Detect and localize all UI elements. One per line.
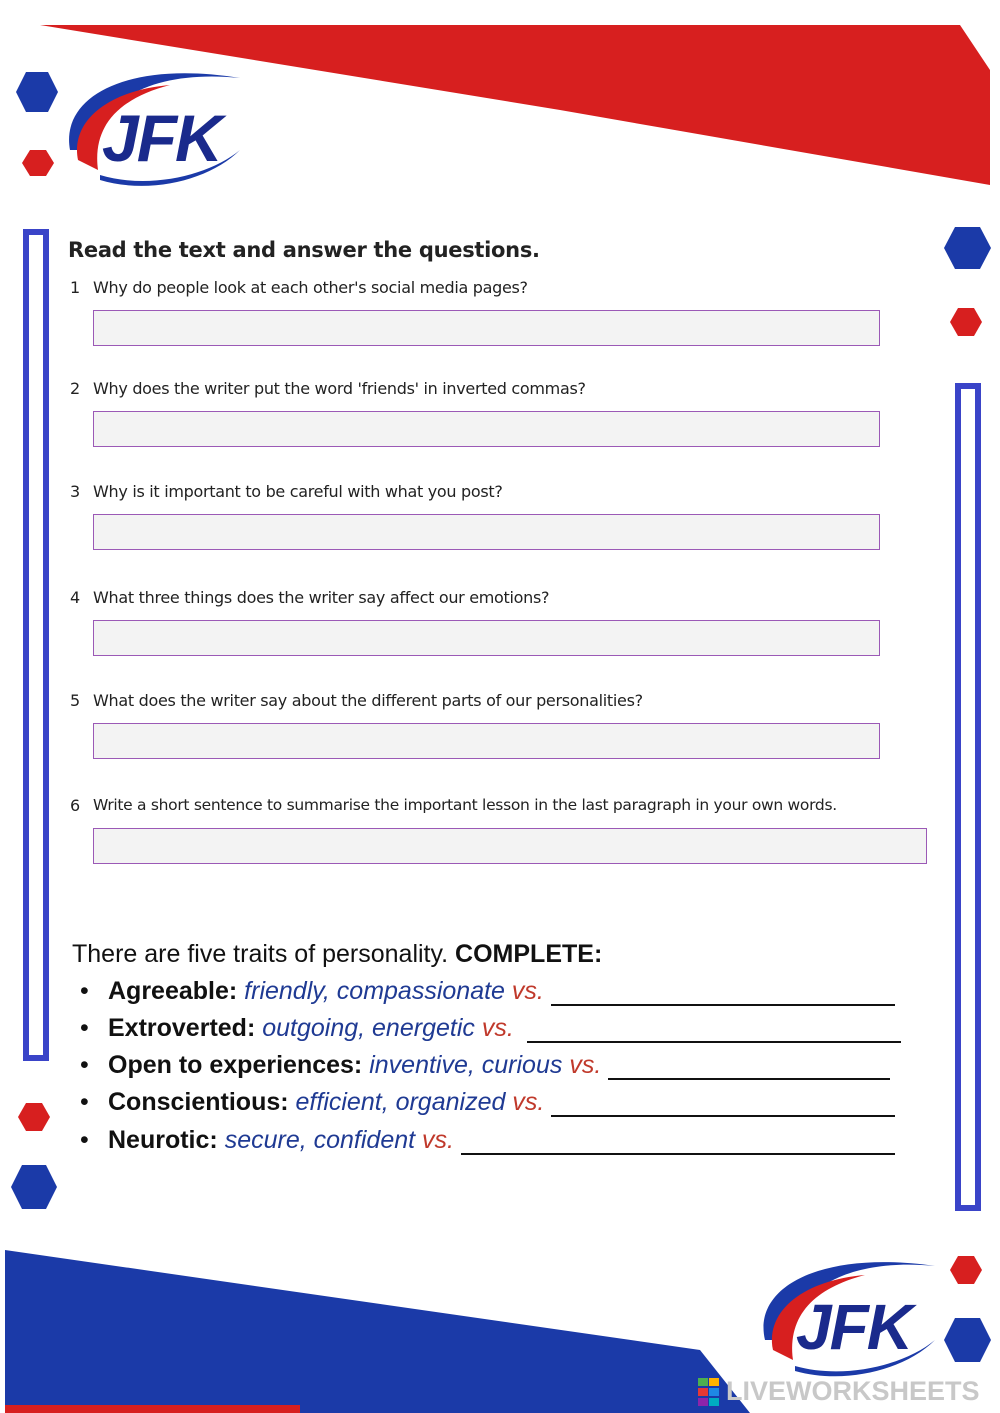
question-number: 4 [70,588,81,607]
question-text: What three things does the writer say affect our emotions? [93,588,550,607]
trait-blank-agreeable[interactable] [551,976,895,1006]
trait-name: Neurotic: [108,1126,218,1154]
hexagon-blue-bottom-right [944,1318,991,1362]
trait-name: Conscientious: [108,1088,289,1116]
hexagon-blue-bottom-left [11,1165,57,1209]
trait-item: • Conscientious: efficient, organized vs. [80,1087,895,1117]
trait-name: Extroverted: [108,1014,256,1042]
trait-blank-conscientious[interactable] [551,1087,895,1117]
question-text: Why does the writer put the word 'friends' in inverted commas? [93,379,586,398]
answer-field-2[interactable] [93,411,880,447]
question-number: 3 [70,482,81,501]
trait-positive: outgoing, energetic [262,1014,475,1042]
trait-blank-neurotic[interactable] [461,1125,895,1155]
trait-positive: secure, confident [224,1126,416,1154]
trait-item: • Agreeable: friendly, compassionate vs. [80,976,895,1006]
trait-positive: inventive, curious [369,1051,563,1079]
hexagon-blue-top-right [944,227,991,269]
answer-field-3[interactable] [93,514,880,550]
trait-vs: vs. [511,977,544,1005]
hexagon-red-bottom-right [950,1256,982,1284]
logo-top: JFK [102,101,221,175]
right-frame-bar [958,386,978,1208]
question-number: 1 [70,278,81,297]
question-number: 5 [70,691,81,710]
logo-bottom: JFK [796,1291,911,1363]
traits-intro [72,940,602,969]
question-text: What does the writer say about the different parts of our personalities? [93,691,643,710]
trait-blank-extroverted[interactable] [527,1013,901,1043]
trait-vs: vs. [422,1126,454,1154]
answer-field-1[interactable] [93,310,880,346]
bottom-red-strip [5,1405,300,1413]
question-text: Write a short sentence to summarise the important lesson in the last paragraph in your own words. [93,796,837,814]
answer-field-4[interactable] [93,620,880,656]
trait-vs: vs. [481,1014,514,1042]
trait-item: • Open to experiences: inventive, curious vs. [80,1050,890,1080]
instructions-heading: Read the text and answer the questions. [68,238,540,262]
traits-intro-text: There are five traits of personality. [72,940,449,968]
trait-vs: vs. [512,1088,545,1116]
trait-item: • Extroverted: outgoing, energetic vs. [80,1013,901,1043]
answer-field-5[interactable] [93,723,880,759]
answer-field-6[interactable] [93,828,927,864]
trait-item: • Neurotic: secure, confident vs. [80,1125,895,1155]
question-number: 2 [70,379,81,398]
trait-positive: friendly, compassionate [244,977,505,1005]
hexagon-blue-top-left [16,72,58,112]
hexagon-red-top-right [950,308,982,336]
question-text: Why do people look at each other's social media pages? [93,278,528,297]
traits-intro-bold: COMPLETE: [455,940,603,968]
trait-blank-open[interactable] [608,1050,890,1080]
liveworksheets-watermark: LIVEWORKSHEETS [726,1376,980,1406]
liveworksheets-icon [698,1378,720,1406]
question-text: Why is it important to be careful with what you post? [93,482,503,501]
left-frame-bar [26,232,46,1058]
question-number: 6 [70,796,81,815]
hexagon-red-top-left [22,150,54,176]
trait-name: Agreeable: [108,977,238,1005]
trait-positive: efficient, organized [295,1088,506,1116]
trait-name: Open to experiences: [108,1051,363,1079]
hexagon-red-bottom-left [18,1103,50,1131]
trait-vs: vs. [569,1051,602,1079]
